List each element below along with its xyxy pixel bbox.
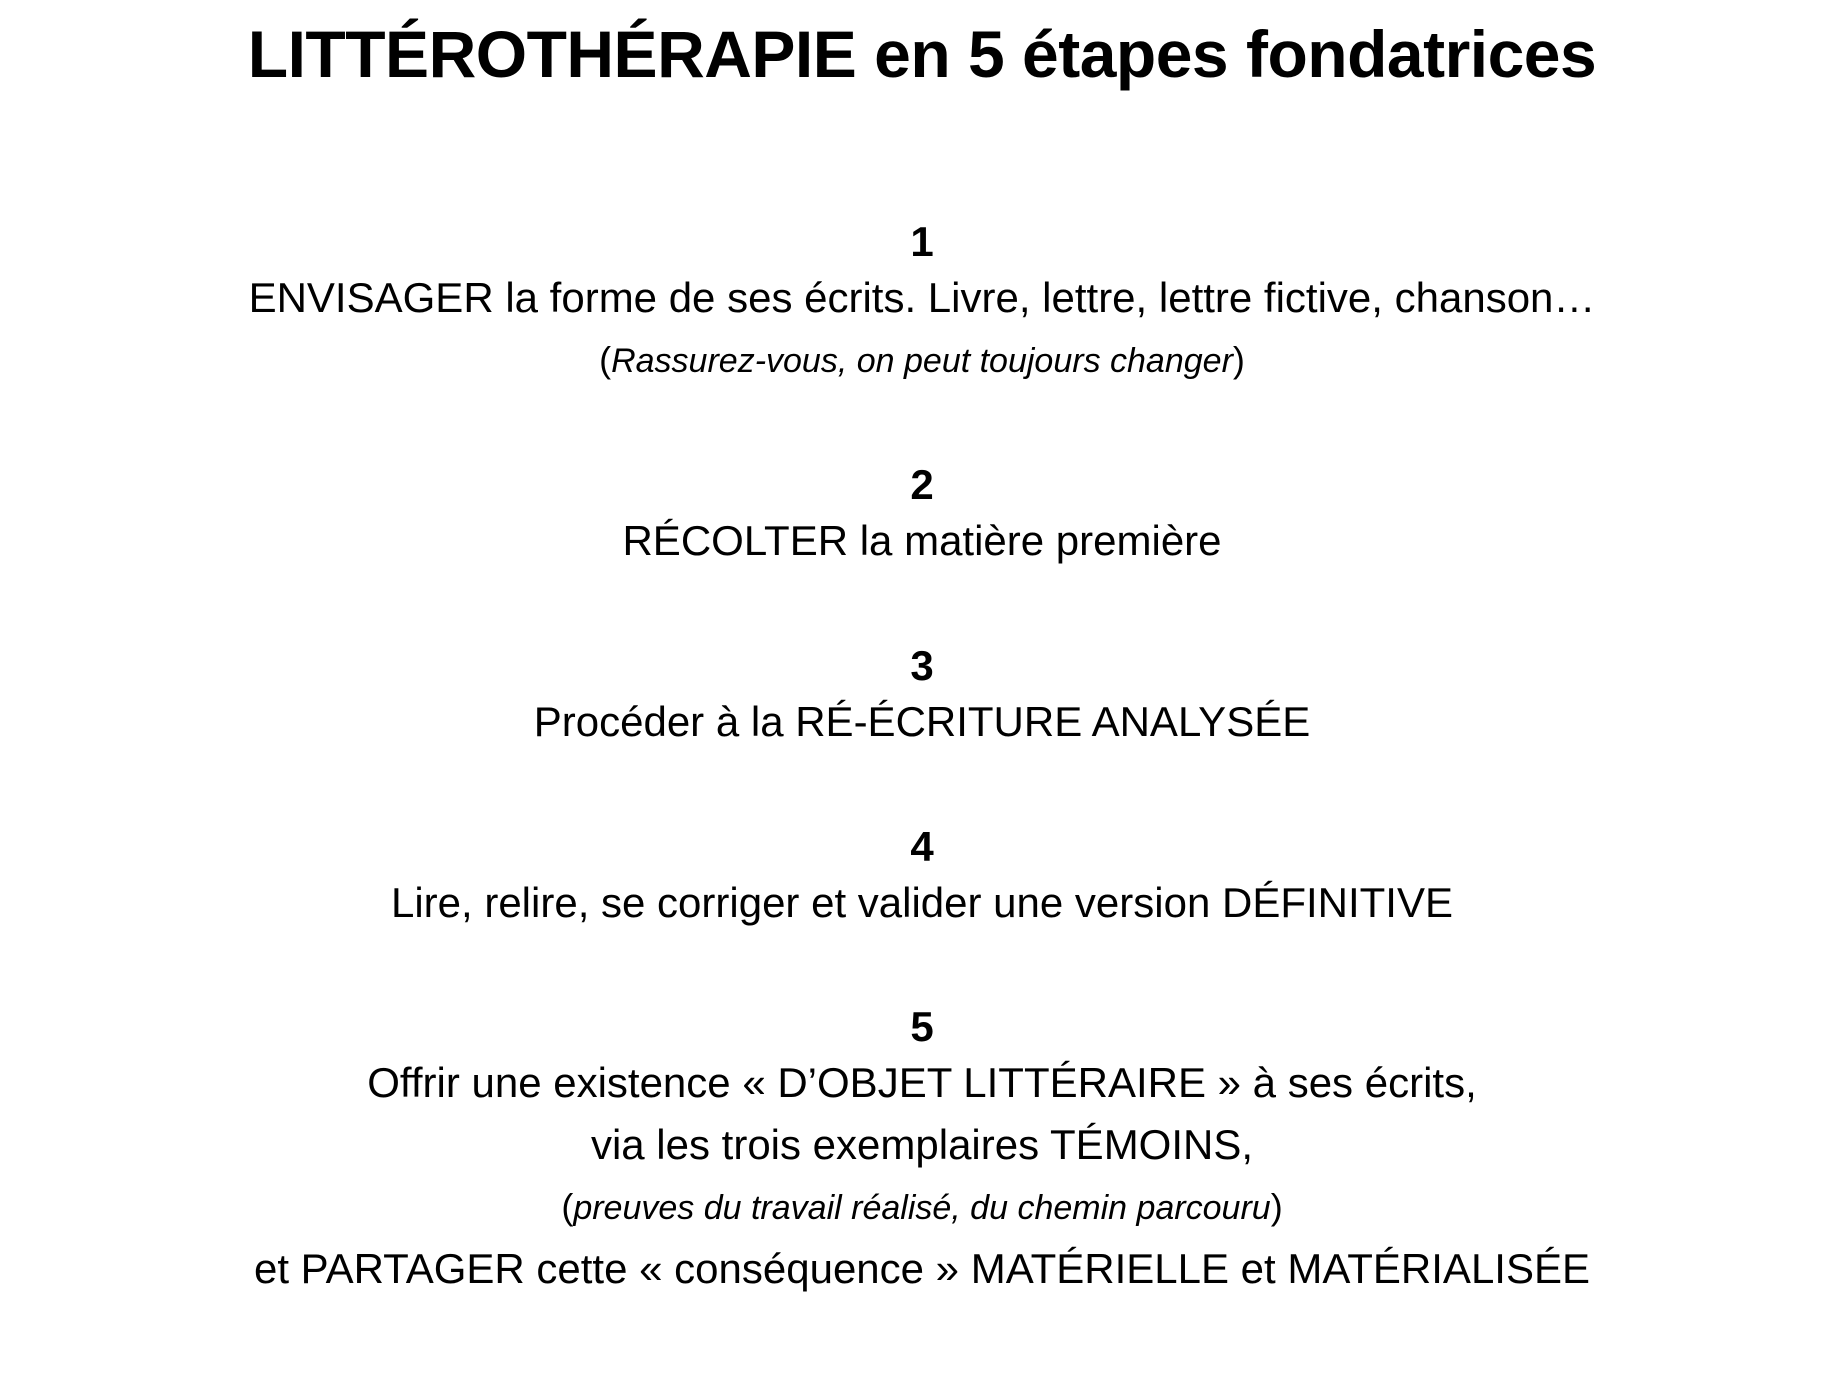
step-number: 2 xyxy=(910,461,934,508)
step-note: Rassurez-vous, on peut toujours changer xyxy=(611,342,1233,380)
step-note-line xyxy=(0,1176,1844,1238)
step-4 xyxy=(0,822,1844,934)
step-2 xyxy=(0,460,1844,572)
note-close-paren: ) xyxy=(1232,339,1245,380)
note-open-paren: ( xyxy=(599,339,612,380)
note-close-paren: ) xyxy=(1270,1186,1283,1227)
step-1 xyxy=(0,217,1844,391)
step-number: 1 xyxy=(910,218,934,265)
step-5 xyxy=(0,1002,1844,1300)
step-text: Lire, relire, se corriger et valider une version DÉFINITIVE xyxy=(390,879,1454,926)
step-text: Procéder à la RÉ-ÉCRITURE ANALYSÉE xyxy=(533,698,1311,745)
step-number: 4 xyxy=(910,823,934,870)
step-text-line-2: via les trois exemplaires TÉMOINS, xyxy=(590,1121,1254,1168)
step-text-line-3: et PARTAGER cette « conséquence » MATÉRIELLE et MATÉRIALISÉE xyxy=(253,1245,1591,1292)
step-number: 5 xyxy=(910,1003,934,1050)
step-number: 3 xyxy=(910,642,934,689)
page-title: LITTÉROTHÉRAPIE en 5 étapes fondatrices xyxy=(247,17,1597,91)
step-note-line xyxy=(0,329,1844,391)
note-open-paren: ( xyxy=(561,1186,574,1227)
step-note: preuves du travail réalisé, du chemin parcouru xyxy=(573,1189,1271,1227)
step-text-line-1: Offrir une existence « D’OBJET LITTÉRAIRE » à ses écrits, xyxy=(367,1059,1477,1106)
step-text: ENVISAGER la forme de ses écrits. Livre, lettre, lettre fictive, chanson… xyxy=(248,274,1596,321)
step-text: RÉCOLTER la matière première xyxy=(622,517,1222,564)
step-3 xyxy=(0,641,1844,753)
